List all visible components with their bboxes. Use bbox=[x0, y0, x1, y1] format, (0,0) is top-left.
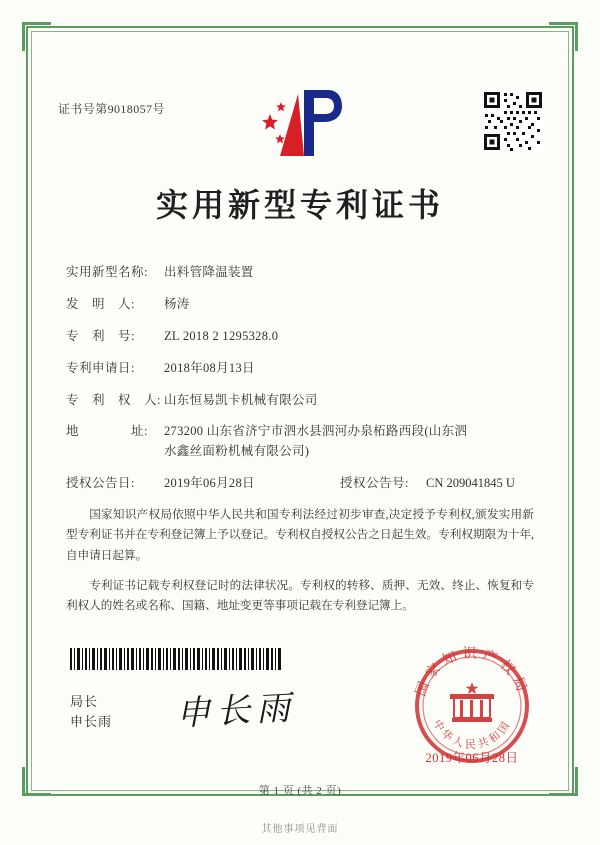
field-value: 2018年08月13日 bbox=[164, 360, 255, 375]
address-line-2: 水鑫丝面粉机械有限公司) bbox=[164, 444, 310, 459]
field-row-grant bbox=[66, 475, 536, 492]
signature-block bbox=[70, 692, 112, 731]
field-row-inventor bbox=[66, 296, 536, 313]
field-row-name bbox=[66, 264, 536, 281]
back-side-note: 其他事项见背面 bbox=[261, 824, 339, 835]
seal-date: 2019年06月28日 bbox=[425, 751, 519, 765]
handwritten-signature: 申长雨 bbox=[175, 687, 298, 735]
fields-list bbox=[66, 264, 536, 507]
field-value: 山东恒易凯卡机械有限公司 bbox=[164, 392, 318, 407]
patent-office-emblem-icon bbox=[258, 86, 344, 164]
address-line-1: 273200 山东省济宁市泗水县泗河办泉柘路西段(山东泗 bbox=[164, 424, 468, 439]
svg-text:国家知识产权局: 国家知识产权局 bbox=[412, 646, 532, 699]
director-title-label: 局长 bbox=[70, 694, 99, 709]
paragraph-2: 专利证书记载专利权登记时的法律状况。专利权的转移、质押、无效、终止、恢复和专利权人的姓名或名称、国籍、地址变更等事项记载在专利登记簿上。 bbox=[66, 578, 534, 613]
paragraph-1: 国家知识产权局依照中华人民共和国专利法经过初步审查,决定授予专利权,颁发实用新型专利证书并在专利登记簿上予以登记。专利权自授权公告之日起生效。专利权期限为十年,自申请日起算。 bbox=[66, 508, 534, 562]
field-row-address bbox=[66, 423, 536, 460]
grant-date-value: 2019年06月28日 bbox=[164, 476, 255, 491]
field-value: ZL 2018 2 1295328.0 bbox=[164, 328, 279, 343]
field-value: 杨涛 bbox=[164, 296, 190, 311]
grant-date-label: 授权公告日: bbox=[66, 476, 135, 491]
field-label: 发 明 人: bbox=[66, 296, 135, 311]
grant-number-label: 授权公告号: bbox=[340, 476, 409, 491]
field-label: 地 址: bbox=[66, 424, 148, 439]
field-value: 出料管降温装置 bbox=[164, 265, 254, 279]
field-row-patentee bbox=[66, 392, 536, 409]
field-label: 专 利 号: bbox=[66, 328, 135, 343]
barcode-icon bbox=[70, 648, 282, 670]
page-number: 第 1 页 (共 2 页) bbox=[258, 785, 342, 797]
corner-ornament-top-right bbox=[549, 22, 578, 51]
field-label: 专 利 权 人: bbox=[66, 392, 161, 407]
svg-text:中华人民共和国: 中华人民共和国 bbox=[430, 717, 514, 751]
legal-paragraphs bbox=[66, 505, 534, 626]
field-row-patent-number bbox=[66, 328, 536, 345]
qr-code-icon bbox=[482, 90, 544, 152]
page-title: 实用新型专利证书 bbox=[155, 186, 444, 224]
director-name-label: 申长雨 bbox=[70, 713, 113, 729]
field-value bbox=[164, 423, 536, 460]
corner-ornament-top-left bbox=[22, 22, 51, 51]
grant-number-value: CN 209041845 U bbox=[426, 476, 515, 491]
field-label: 专利申请日: bbox=[66, 360, 135, 375]
field-label: 实用新型名称: bbox=[66, 265, 148, 279]
field-row-application-date bbox=[66, 360, 536, 377]
certificate-number: 证书号第9018057号 bbox=[58, 102, 165, 116]
